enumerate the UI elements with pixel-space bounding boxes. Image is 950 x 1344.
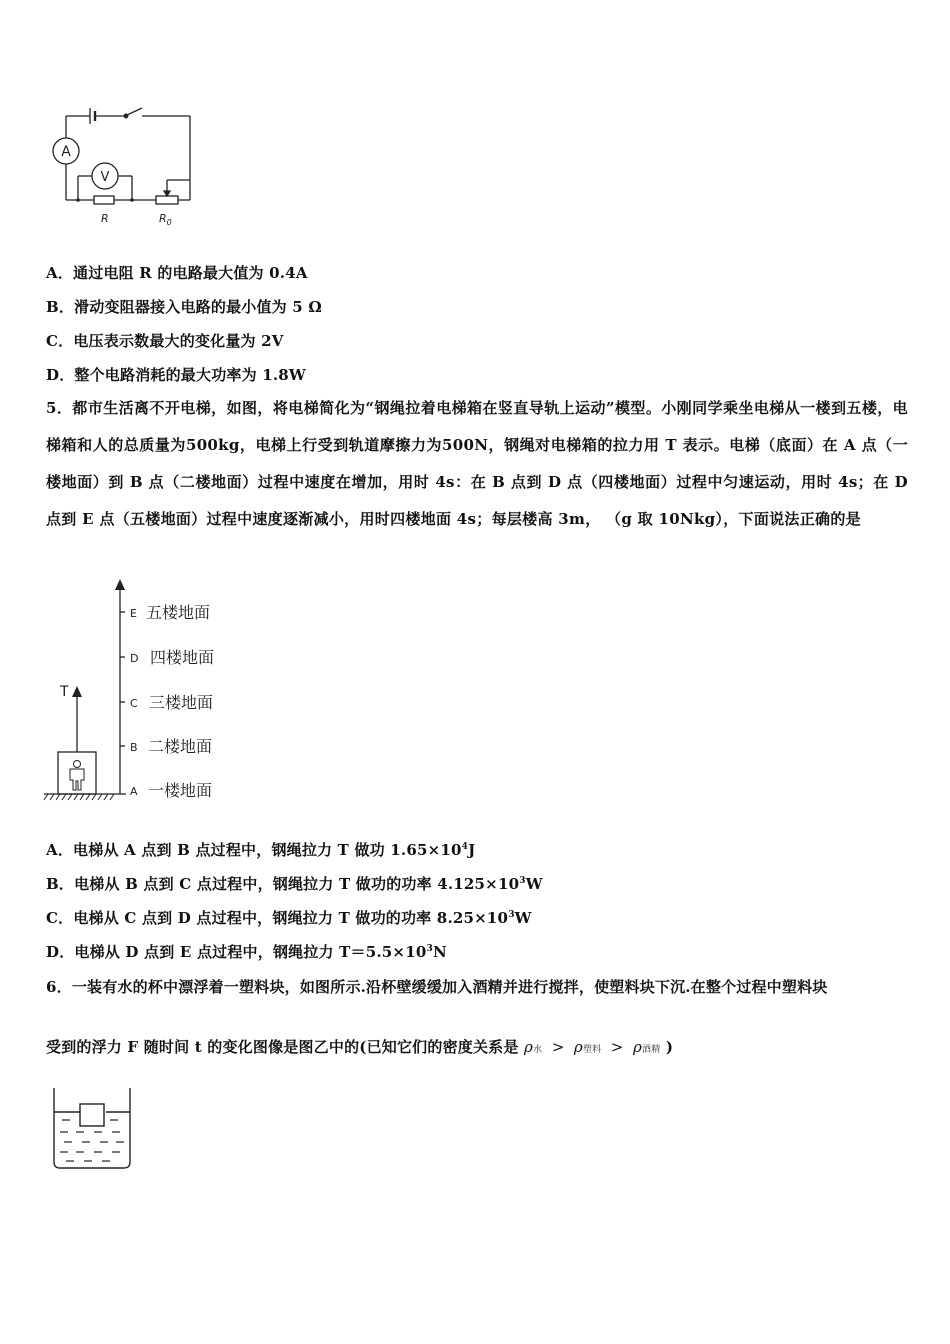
- q4-option-b: B．滑动变阻器接入电路的最小值为 5 Ω: [46, 298, 322, 316]
- rheostat-label: $R_0$: [159, 212, 172, 227]
- q5-option-c: C．电梯从 C 点到 D 点过程中，钢绳拉力 T 做功的功率 $8.25\times 10^3W$: [46, 909, 532, 927]
- floor-a-label: 一楼地面: [148, 781, 213, 800]
- q6-question-line1: 6．一装有水的杯中漂浮着一塑料块，如图所示.沿杯壁缓缓加入酒精并进行搅拌，使塑料块下沉.在整个过程中塑料块: [46, 978, 828, 996]
- floor-e-label: 五楼地面: [146, 603, 211, 622]
- floor-a-point: A: [130, 785, 138, 798]
- floor-c-point: C: [130, 697, 138, 710]
- cup-diagram: [50, 1086, 136, 1172]
- q4-option-a: A．通过电阻 R 的电路最大值为 0.4A: [46, 264, 308, 282]
- q5-option-d: D．电梯从 D 点到 E 点过程中，钢绳拉力 $T=5.5\times 10^3N$: [46, 943, 447, 961]
- q5-question: 5．都市生活离不开电梯，如图，将电梯简化为“钢绳拉着电梯箱在竖直导轨上运动”模型。小刚同学乘坐电梯从一楼到五楼，电梯箱和人的总质量为500kg，电梯上行受到轨道摩擦力为500N，钢绳对电梯箱的拉力用 T 表示。电梯（底面）在 A 点（一楼地面）到 B 点（二楼地面）过程中速度在增加，用时 4s：在 B 点到 D 点（四楼地面）过程中匀速运动，用时 4s；在 D 点到 E 点（五楼地面）过程中速度逐渐减小，用时四楼地面 4s；每层楼高 3m， （g 取 10Nkg），下面说法正确的是: [46, 399, 908, 528]
- floor-d-label: 四楼地面: [150, 648, 215, 667]
- q4-option-c: C．电压表示数最大的变化量为 2V: [46, 332, 284, 350]
- ammeter-label: A: [61, 144, 71, 160]
- q5-option-b: B．电梯从 B 点到 C 点过程中，钢绳拉力 T 做功的功率 $4.125\times 10^3W$: [46, 875, 543, 893]
- tension-label: T: [60, 684, 69, 700]
- elevator-diagram: [40, 576, 240, 806]
- resistor-label: R: [101, 212, 109, 225]
- floor-e-point: E: [130, 607, 137, 620]
- resistor-icon: [94, 196, 114, 204]
- circuit-diagram: [46, 100, 206, 230]
- person-icon: [70, 761, 84, 791]
- q4-option-d: D．整个电路消耗的最大功率为 1.8W: [46, 366, 306, 384]
- floor-d-point: D: [130, 652, 139, 665]
- floor-b-label: 二楼地面: [148, 737, 213, 756]
- voltmeter-label: V: [100, 170, 110, 185]
- floor-b-point: B: [130, 741, 138, 754]
- q5-option-a: A．电梯从 A 点到 B 点过程中，钢绳拉力 T 做功 $1.65\times 10^4J$: [46, 841, 476, 859]
- q6-question-line2: 受到的浮力 F 随时间 t 的变化图像是图乙中的(已知它们的密度关系是 ρ水 > ρ塑料 > ρ酒精 ): [46, 1038, 674, 1056]
- plastic-block-icon: [80, 1104, 104, 1126]
- floor-c-label: 三楼地面: [149, 693, 214, 712]
